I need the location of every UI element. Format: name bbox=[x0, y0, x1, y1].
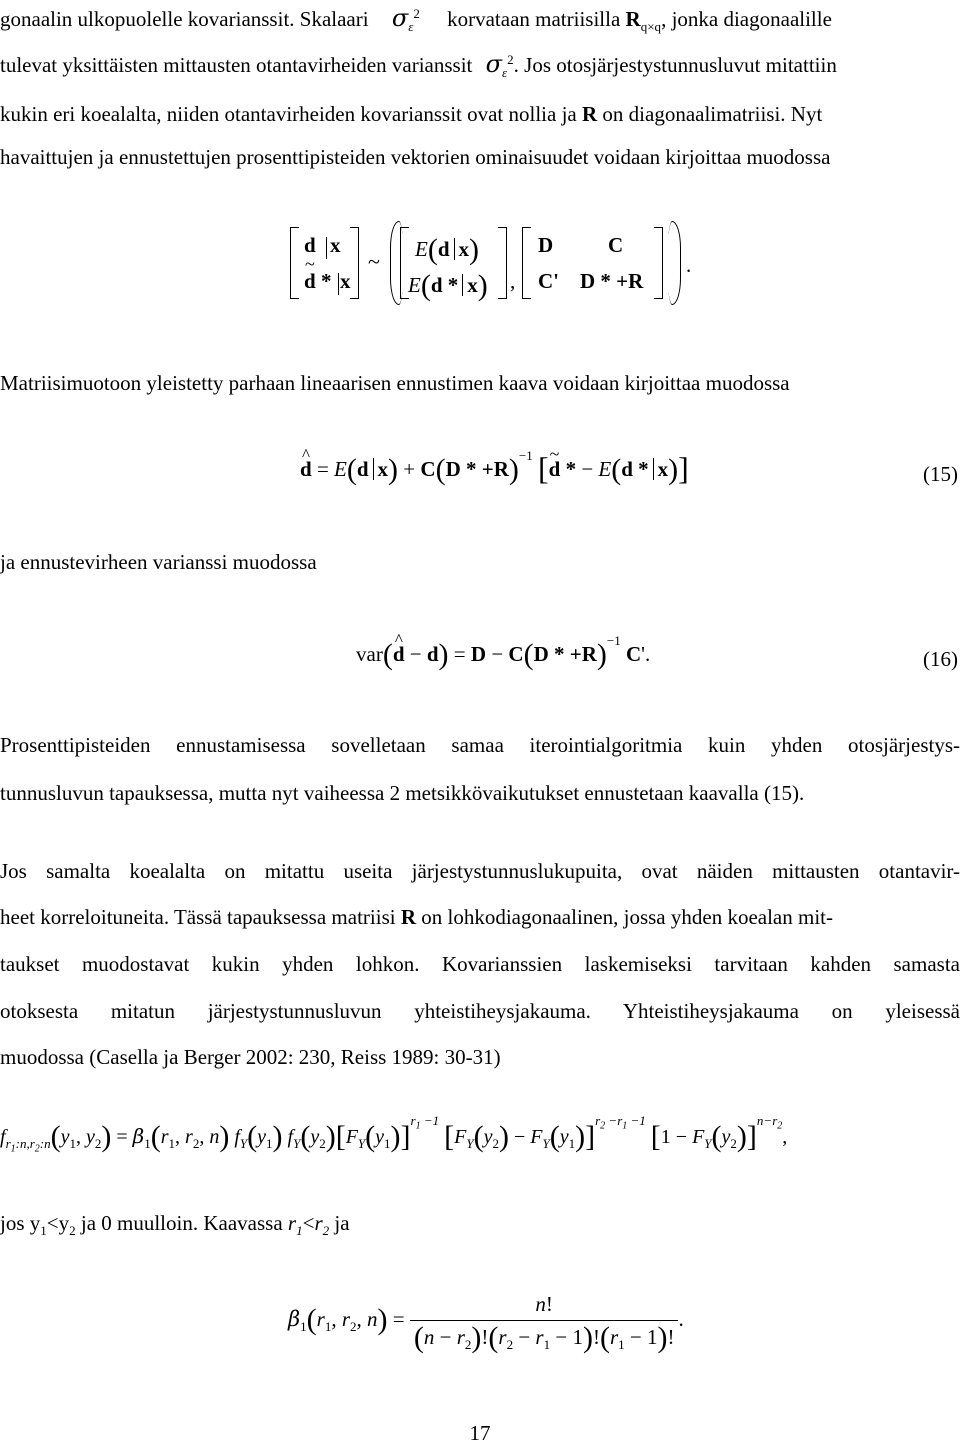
text-fragment: on lohkodiagonaalinen, jossa yhden koealan mit- bbox=[421, 905, 833, 929]
equation-16-number: (16) bbox=[923, 647, 958, 671]
equation-15-number: (15) bbox=[923, 462, 958, 486]
text-line-4: havaittujen ja ennustettujen prosenttipisteiden vektorien ominaisuudet voidaan kirjoittaa muodossa bbox=[0, 145, 831, 169]
text-line-prose2-2 bbox=[0, 903, 960, 931]
text-line-2 bbox=[0, 50, 960, 79]
text-fragment: gonaalin ulkopuolelle kovarianssit. Skalaari bbox=[0, 7, 369, 31]
text-line-prose2-5: muodossa (Casella ja Berger 2002: 230, Reiss 1989: 30-31) bbox=[0, 1045, 501, 1069]
text-fragment: kukin eri koealalta, niiden otantavirheiden kovarianssit ovat nollia ja bbox=[0, 102, 577, 126]
equation-15: ^ d = E(d $x) + C(D * +R)^{-1}$ [~ d * − E(d * x)] bbox=[300, 454, 689, 484]
bracket-left bbox=[290, 227, 299, 299]
sigma-symbol: σ bbox=[485, 50, 503, 78]
text-fragment: . Jos otosjärjestystunnusluvut mitattiin bbox=[513, 53, 837, 77]
beta-equation: $\beta_1(r_1$, $r_2$, n) = $\frac{n!}{(n - r_2)!(r_2 - r_1 - 1)!(r_1 - 1)!}$ . bbox=[288, 1292, 684, 1354]
text-line-prose1-2: tunnusluvun tapauksessa, mutta nyt vaiheessa 2 metsikkövaikutukset ennustetaan kaavalla (15). bbox=[0, 781, 805, 805]
text-line-condition: jos $y_1<y_2$ ja 0 muulloin. Kaavassa $r_1<r_2$ ja bbox=[0, 1211, 350, 1239]
matrix-R: R bbox=[582, 102, 598, 126]
text-line-prose1-1: Prosenttipisteiden ennustamisessa sovelletaan samaa iterointialgoritmia kuin yhden otosjärjestys- bbox=[0, 733, 960, 757]
text-line-3 bbox=[0, 100, 960, 128]
text-line-prose2-3: taukset muodostavat kukin yhden lohkon. Kovarianssien laskemiseksi tarvitaan kahden samasta bbox=[0, 952, 960, 976]
text-fragment: korvataan matriisilla bbox=[447, 7, 621, 31]
matrix-R: R bbox=[625, 7, 641, 31]
distribution-equation: d x ~ d * x ~ E(d x) E(d * x) , D C C' D * +R . bbox=[290, 225, 710, 305]
dimension-subscript: q×q bbox=[640, 19, 662, 35]
text-fragment: heet korreloituneita. Tässä tapauksessa matriisi bbox=[0, 905, 396, 929]
text-fragment: ja 0 muulloin. Kaavassa bbox=[75, 1211, 288, 1235]
text-line-matrix-intro: Matriisimuotoon yleistetty parhaan lineaarisen ennustimen kaava voidaan kirjoittaa muodossa bbox=[0, 371, 790, 395]
text-fragment: jos y bbox=[0, 1211, 41, 1235]
text-fragment: <y bbox=[46, 1211, 70, 1235]
text-line-prose2-4: otoksesta mitatun järjestystunnusluvun yhteistiheysjakauma. Yhteistiheysjakauma on yleisessä bbox=[0, 999, 960, 1023]
page-number: 17 bbox=[469, 1421, 491, 1445]
text-line-variance: ja ennustevirheen varianssi muodossa bbox=[0, 550, 317, 574]
sigma-symbol: σ bbox=[391, 4, 409, 32]
square-superscript: 2 bbox=[413, 6, 420, 21]
epsilon-subscript: ε bbox=[502, 65, 508, 81]
text-fragment: < bbox=[302, 1211, 315, 1235]
text-line-prose2-1: Jos samalta koealalta on mitattu useita järjestystunnuslukupuita, ovat näiden mittausten otantavir- bbox=[0, 859, 960, 883]
text-fragment: tulevat yksittäisten mittausten otantavirheiden varianssit bbox=[0, 53, 473, 77]
matrix-R: R bbox=[400, 905, 416, 929]
equation-16: var(^ $d - d) = D - C(D * +R)^{-1}$ C'. bbox=[356, 640, 650, 669]
text-fragment: , jonka diagonaalille bbox=[661, 7, 832, 31]
text-fragment: on diagonaalimatriisi. Nyt bbox=[602, 102, 823, 126]
text-fragment: r bbox=[287, 1211, 297, 1235]
text-line-1 bbox=[0, 4, 960, 33]
epsilon-subscript: ε bbox=[408, 19, 414, 35]
joint-density-equation: $f_{r_1:n,r_2:n}(y_1$, $y_2) = \beta_1(r_1$, $r_2$, n) $f_Y(y_1)$ $f_Y(y_2)[F_Y(y_1)]^{r_1 -1}$ $[F_Y(y_2) - F_Y(y_1)]^{r_2 -r_1 -1}$ $[1 - F_Y(y_2)]^{n-r_2}$, bbox=[0, 1113, 788, 1155]
square-superscript: 2 bbox=[507, 52, 514, 67]
bracket-right bbox=[350, 227, 359, 299]
text-fragment: r bbox=[314, 1211, 323, 1235]
text-fragment: ja bbox=[329, 1211, 350, 1235]
beta-fraction: $\frac{n!}{(n - r_2)!(r_2 - r_1 - 1)!(r_1 - 1)!}$ bbox=[410, 1290, 679, 1352]
